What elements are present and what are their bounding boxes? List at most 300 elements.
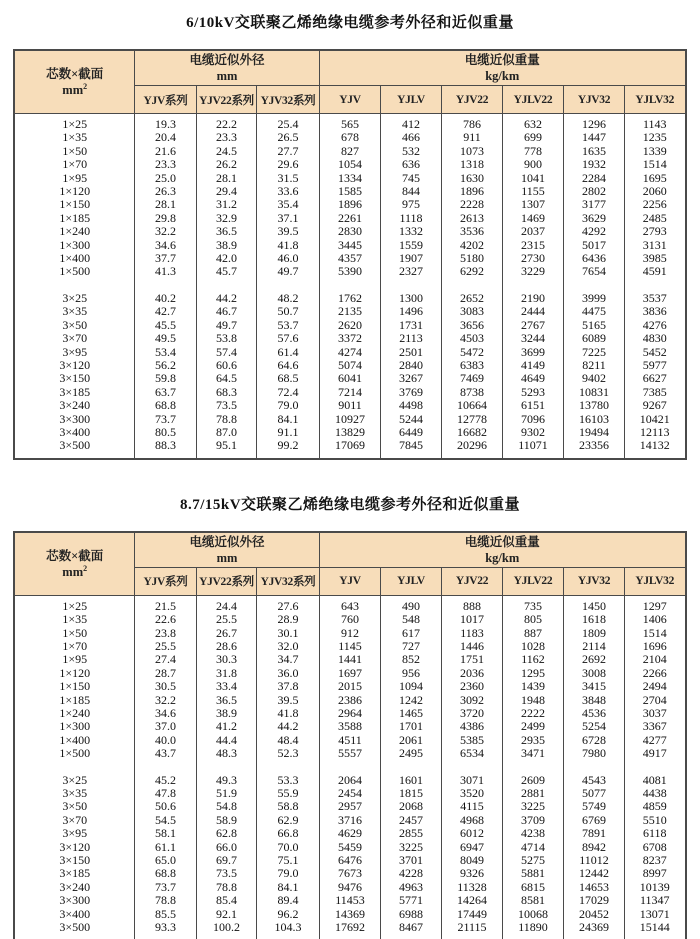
col-group-diameter — [134, 50, 319, 86]
value-cell: 1300 — [381, 292, 442, 305]
value-cell: 78.8 — [134, 894, 196, 907]
value-cell: 4543 — [564, 774, 625, 787]
value-cell: 4149 — [503, 359, 564, 372]
value-cell: 16103 — [564, 413, 625, 426]
value-cell: 56.2 — [134, 359, 196, 372]
table-row — [14, 680, 685, 693]
table-row — [14, 439, 685, 458]
table-row — [14, 627, 685, 640]
value-cell: 30.3 — [196, 653, 256, 666]
spacer-cell — [381, 279, 442, 292]
value-cell: 14653 — [564, 881, 625, 894]
spec-cell: 1×25 — [14, 114, 134, 132]
value-cell: 3716 — [320, 814, 381, 827]
value-cell: 12113 — [625, 426, 686, 439]
table-row — [14, 426, 685, 439]
value-cell: 27.4 — [134, 653, 196, 666]
spec-cell: 3×240 — [14, 881, 134, 894]
value-cell: 32.2 — [134, 225, 196, 238]
value-cell: 3131 — [625, 239, 686, 252]
value-cell: 4357 — [320, 252, 381, 265]
value-cell: 78.8 — [196, 413, 256, 426]
value-cell: 2068 — [381, 800, 442, 813]
value-cell: 16682 — [442, 426, 503, 439]
value-cell: 4536 — [564, 707, 625, 720]
value-cell: 40.0 — [134, 734, 196, 747]
value-cell: 6708 — [625, 841, 686, 854]
value-cell: 4859 — [625, 800, 686, 813]
value-cell: 31.8 — [196, 667, 256, 680]
value-cell: 2494 — [625, 680, 686, 693]
spec-cell: 3×500 — [14, 439, 134, 458]
col-header-yjv32: YJV32 — [564, 567, 625, 595]
spacer-cell — [503, 761, 564, 774]
value-cell: 65.0 — [134, 854, 196, 867]
value-cell: 7980 — [564, 747, 625, 760]
spec-cell: 1×240 — [14, 225, 134, 238]
spec-cell: 3×150 — [14, 372, 134, 385]
value-cell: 1446 — [442, 640, 503, 653]
spec-cell: 3×95 — [14, 827, 134, 840]
value-cell: 28.1 — [134, 198, 196, 211]
table-row — [14, 787, 685, 800]
table-row — [14, 800, 685, 813]
value-cell: 3225 — [503, 800, 564, 813]
value-cell: 25.5 — [134, 640, 196, 653]
table-8-7-15kv-body — [14, 595, 685, 939]
value-cell: 1439 — [503, 680, 564, 693]
table-row — [14, 814, 685, 827]
spec-cell: 1×240 — [14, 707, 134, 720]
value-cell: 22.6 — [134, 613, 196, 626]
value-cell: 10664 — [442, 399, 503, 412]
value-cell: 912 — [320, 627, 381, 640]
value-cell: 53.7 — [256, 319, 319, 332]
value-cell: 28.7 — [134, 667, 196, 680]
value-cell: 4277 — [625, 734, 686, 747]
col-header-yjv22: YJV22 — [442, 567, 503, 595]
value-cell: 45.2 — [134, 774, 196, 787]
value-cell: 1441 — [320, 653, 381, 666]
value-cell: 4917 — [625, 747, 686, 760]
value-cell: 4386 — [442, 720, 503, 733]
value-cell: 7385 — [625, 386, 686, 399]
value-cell: 3709 — [503, 814, 564, 827]
value-cell: 2266 — [625, 667, 686, 680]
value-cell: 34.6 — [134, 239, 196, 252]
value-cell: 34.6 — [134, 707, 196, 720]
value-cell: 93.3 — [134, 921, 196, 939]
value-cell: 1635 — [564, 145, 625, 158]
value-cell: 2881 — [503, 787, 564, 800]
value-cell: 5472 — [442, 346, 503, 359]
value-cell: 1731 — [381, 319, 442, 332]
spec-cell: 3×240 — [14, 399, 134, 412]
value-cell: 1450 — [564, 595, 625, 613]
value-cell: 2060 — [625, 185, 686, 198]
value-cell: 13071 — [625, 908, 686, 921]
value-cell: 6383 — [442, 359, 503, 372]
spec-cell: 3×50 — [14, 800, 134, 813]
spec-cell: 1×25 — [14, 595, 134, 613]
value-cell: 28.9 — [256, 613, 319, 626]
spec-cell: 1×95 — [14, 172, 134, 185]
spec-cell: 3×50 — [14, 319, 134, 332]
spacer-cell — [564, 279, 625, 292]
value-cell: 805 — [503, 613, 564, 626]
value-cell: 36.5 — [196, 225, 256, 238]
value-cell: 20452 — [564, 908, 625, 921]
value-cell: 25.0 — [134, 172, 196, 185]
spacer-cell — [196, 279, 256, 292]
header-group-row — [14, 532, 685, 568]
value-cell: 4292 — [564, 225, 625, 238]
spec-cell: 1×500 — [14, 265, 134, 278]
table-row — [14, 613, 685, 626]
spec-cell: 1×120 — [14, 667, 134, 680]
weight-unit: kg/km — [485, 69, 520, 83]
value-cell: 57.4 — [196, 346, 256, 359]
value-cell: 39.5 — [256, 694, 319, 707]
value-cell: 2704 — [625, 694, 686, 707]
value-cell: 1809 — [564, 627, 625, 640]
value-cell: 6988 — [381, 908, 442, 921]
value-cell: 36.5 — [196, 694, 256, 707]
value-cell: 1094 — [381, 680, 442, 693]
table-row — [14, 114, 685, 132]
col-header-yjv32-series: YJV32系列 — [256, 86, 319, 114]
value-cell: 2135 — [320, 305, 381, 318]
value-cell: 1318 — [442, 158, 503, 171]
value-cell: 39.5 — [256, 225, 319, 238]
value-cell: 48.3 — [196, 747, 256, 760]
value-cell: 13829 — [320, 426, 381, 439]
value-cell: 2064 — [320, 774, 381, 787]
table-row — [14, 172, 685, 185]
value-cell: 88.3 — [134, 439, 196, 458]
value-cell: 2840 — [381, 359, 442, 372]
value-cell: 48.4 — [256, 734, 319, 747]
value-cell: 632 — [503, 114, 564, 132]
value-cell: 30.1 — [256, 627, 319, 640]
value-cell: 5385 — [442, 734, 503, 747]
value-cell: 44.4 — [196, 734, 256, 747]
value-cell: 62.8 — [196, 827, 256, 840]
value-cell: 1465 — [381, 707, 442, 720]
spacer-cell — [134, 279, 196, 292]
value-cell: 1815 — [381, 787, 442, 800]
value-cell: 41.2 — [196, 720, 256, 733]
col-header-spec — [14, 50, 134, 114]
col-header-yjlv: YJLV — [381, 567, 442, 595]
value-cell: 2015 — [320, 680, 381, 693]
value-cell: 760 — [320, 613, 381, 626]
value-cell: 46.0 — [256, 252, 319, 265]
spec-cell: 3×35 — [14, 787, 134, 800]
value-cell: 85.5 — [134, 908, 196, 921]
value-cell: 2256 — [625, 198, 686, 211]
value-cell: 1334 — [320, 172, 381, 185]
value-cell: 548 — [381, 613, 442, 626]
value-cell: 49.3 — [196, 774, 256, 787]
value-cell: 49.7 — [256, 265, 319, 278]
table-row — [14, 640, 685, 653]
value-cell: 699 — [503, 131, 564, 144]
value-cell: 33.4 — [196, 680, 256, 693]
value-cell: 19494 — [564, 426, 625, 439]
table-row — [14, 399, 685, 412]
diameter-group-label: 电缆近似外径 — [189, 53, 265, 67]
spacer-cell — [442, 279, 503, 292]
value-cell: 5074 — [320, 359, 381, 372]
value-cell: 8049 — [442, 854, 503, 867]
value-cell: 73.7 — [134, 413, 196, 426]
col-header-yjv-series: YJV系列 — [134, 86, 196, 114]
value-cell: 53.4 — [134, 346, 196, 359]
table-row — [14, 346, 685, 359]
col-header-spec — [14, 532, 134, 596]
spec-cell: 1×185 — [14, 694, 134, 707]
value-cell: 26.2 — [196, 158, 256, 171]
value-cell: 3225 — [381, 841, 442, 854]
value-cell: 37.7 — [134, 252, 196, 265]
table-row — [14, 158, 685, 171]
value-cell: 9302 — [503, 426, 564, 439]
value-cell: 4276 — [625, 319, 686, 332]
value-cell: 2501 — [381, 346, 442, 359]
value-cell: 28.1 — [196, 172, 256, 185]
value-cell: 5244 — [381, 413, 442, 426]
value-cell: 4649 — [503, 372, 564, 385]
value-cell: 1697 — [320, 667, 381, 680]
col-header-yjv22-series: YJV22系列 — [196, 86, 256, 114]
value-cell: 2613 — [442, 212, 503, 225]
spacer-cell — [320, 761, 381, 774]
value-cell: 6151 — [503, 399, 564, 412]
spec-cell: 1×95 — [14, 653, 134, 666]
table-row — [14, 145, 685, 158]
spec-cell: 1×150 — [14, 198, 134, 211]
value-cell: 15144 — [625, 921, 686, 939]
value-cell: 66.0 — [196, 841, 256, 854]
value-cell: 9011 — [320, 399, 381, 412]
spacer-cell — [625, 761, 686, 774]
value-cell: 5077 — [564, 787, 625, 800]
value-cell: 69.7 — [196, 854, 256, 867]
value-cell: 5557 — [320, 747, 381, 760]
value-cell: 3848 — [564, 694, 625, 707]
value-cell: 1696 — [625, 640, 686, 653]
value-cell: 78.8 — [196, 881, 256, 894]
value-cell: 53.8 — [196, 332, 256, 345]
value-cell: 11347 — [625, 894, 686, 907]
value-cell: 21.5 — [134, 595, 196, 613]
value-cell: 58.9 — [196, 814, 256, 827]
value-cell: 33.6 — [256, 185, 319, 198]
value-cell: 956 — [381, 667, 442, 680]
value-cell: 48.2 — [256, 292, 319, 305]
value-cell: 31.5 — [256, 172, 319, 185]
table-row — [14, 774, 685, 787]
value-cell: 2457 — [381, 814, 442, 827]
group-spacer-row — [14, 761, 685, 774]
spec-cell: 1×50 — [14, 627, 134, 640]
value-cell: 5390 — [320, 265, 381, 278]
value-cell: 37.1 — [256, 212, 319, 225]
value-cell: 678 — [320, 131, 381, 144]
value-cell: 43.7 — [134, 747, 196, 760]
value-cell: 3588 — [320, 720, 381, 733]
value-cell: 786 — [442, 114, 503, 132]
table-row — [14, 894, 685, 907]
value-cell: 21.6 — [134, 145, 196, 158]
value-cell: 2730 — [503, 252, 564, 265]
value-cell: 61.1 — [134, 841, 196, 854]
col-header-yjv-series: YJV系列 — [134, 567, 196, 595]
value-cell: 63.7 — [134, 386, 196, 399]
value-cell: 17449 — [442, 908, 503, 921]
spec-cell: 1×35 — [14, 131, 134, 144]
value-cell: 3244 — [503, 332, 564, 345]
value-cell: 72.4 — [256, 386, 319, 399]
value-cell: 25.5 — [196, 613, 256, 626]
table-row — [14, 372, 685, 385]
value-cell: 66.8 — [256, 827, 319, 840]
value-cell: 60.6 — [196, 359, 256, 372]
value-cell: 2620 — [320, 319, 381, 332]
table-row — [14, 747, 685, 760]
spec-cell: 1×150 — [14, 680, 134, 693]
value-cell: 58.1 — [134, 827, 196, 840]
spec-cell: 3×400 — [14, 426, 134, 439]
value-cell: 10068 — [503, 908, 564, 921]
value-cell: 95.1 — [196, 439, 256, 458]
spacer-cell — [442, 761, 503, 774]
value-cell: 6947 — [442, 841, 503, 854]
value-cell: 6292 — [442, 265, 503, 278]
value-cell: 100.2 — [196, 921, 256, 939]
col-header-yjv: YJV — [320, 86, 381, 114]
value-cell: 52.3 — [256, 747, 319, 760]
col-header-yjlv22: YJLV22 — [503, 567, 564, 595]
value-cell: 735 — [503, 595, 564, 613]
value-cell: 49.7 — [196, 319, 256, 332]
table-row — [14, 239, 685, 252]
table-row — [14, 854, 685, 867]
group-spacer-row — [14, 279, 685, 292]
value-cell: 1242 — [381, 694, 442, 707]
value-cell: 1339 — [625, 145, 686, 158]
value-cell: 17069 — [320, 439, 381, 458]
value-cell: 4498 — [381, 399, 442, 412]
col-header-yjlv32: YJLV32 — [625, 86, 686, 114]
value-cell: 84.1 — [256, 881, 319, 894]
spacer-cell — [256, 761, 319, 774]
value-cell: 45.5 — [134, 319, 196, 332]
col-header-yjv32: YJV32 — [564, 86, 625, 114]
value-cell: 104.3 — [256, 921, 319, 939]
value-cell: 727 — [381, 640, 442, 653]
value-cell: 3985 — [625, 252, 686, 265]
value-cell: 24.5 — [196, 145, 256, 158]
value-cell: 10421 — [625, 413, 686, 426]
value-cell: 1751 — [442, 653, 503, 666]
value-cell: 36.0 — [256, 667, 319, 680]
value-cell: 1145 — [320, 640, 381, 653]
spacer-cell — [134, 761, 196, 774]
value-cell: 96.2 — [256, 908, 319, 921]
value-cell: 68.8 — [134, 399, 196, 412]
spec-cell: 1×50 — [14, 145, 134, 158]
value-cell: 4511 — [320, 734, 381, 747]
value-cell: 32.0 — [256, 640, 319, 653]
value-cell: 70.0 — [256, 841, 319, 854]
value-cell: 64.5 — [196, 372, 256, 385]
value-cell: 3629 — [564, 212, 625, 225]
value-cell: 1469 — [503, 212, 564, 225]
value-cell: 2327 — [381, 265, 442, 278]
value-cell: 58.8 — [256, 800, 319, 813]
table-row — [14, 212, 685, 225]
table-row — [14, 185, 685, 198]
value-cell: 466 — [381, 131, 442, 144]
value-cell: 2964 — [320, 707, 381, 720]
spec-cell: 3×150 — [14, 854, 134, 867]
value-cell: 8942 — [564, 841, 625, 854]
value-cell: 13780 — [564, 399, 625, 412]
value-cell: 79.0 — [256, 867, 319, 880]
value-cell: 2957 — [320, 800, 381, 813]
value-cell: 1896 — [442, 185, 503, 198]
spacer-cell — [381, 761, 442, 774]
value-cell: 9326 — [442, 867, 503, 880]
value-cell: 2386 — [320, 694, 381, 707]
value-cell: 3267 — [381, 372, 442, 385]
value-cell: 3037 — [625, 707, 686, 720]
table-row — [14, 867, 685, 880]
spec-cell: 3×300 — [14, 894, 134, 907]
col-header-yjlv: YJLV — [381, 86, 442, 114]
value-cell: 1143 — [625, 114, 686, 132]
spec-label: 芯数×截面 — [46, 548, 104, 563]
spacer-cell — [564, 761, 625, 774]
value-cell: 2228 — [442, 198, 503, 211]
value-cell: 1932 — [564, 158, 625, 171]
value-cell: 1118 — [381, 212, 442, 225]
value-cell: 40.2 — [134, 292, 196, 305]
value-cell: 1948 — [503, 694, 564, 707]
value-cell: 4591 — [625, 265, 686, 278]
table-6-10kv-body — [14, 114, 685, 459]
value-cell: 3071 — [442, 774, 503, 787]
value-cell: 32.2 — [134, 694, 196, 707]
spec-cell: 3×25 — [14, 292, 134, 305]
value-cell: 4115 — [442, 800, 503, 813]
table-row — [14, 413, 685, 426]
value-cell: 5254 — [564, 720, 625, 733]
spacer-cell — [320, 279, 381, 292]
value-cell: 643 — [320, 595, 381, 613]
value-cell: 1332 — [381, 225, 442, 238]
value-cell: 61.4 — [256, 346, 319, 359]
value-cell: 4475 — [564, 305, 625, 318]
value-cell: 38.9 — [196, 707, 256, 720]
spec-cell: 1×400 — [14, 252, 134, 265]
value-cell: 3701 — [381, 854, 442, 867]
value-cell: 3092 — [442, 694, 503, 707]
table-row — [14, 595, 685, 613]
value-cell: 54.5 — [134, 814, 196, 827]
